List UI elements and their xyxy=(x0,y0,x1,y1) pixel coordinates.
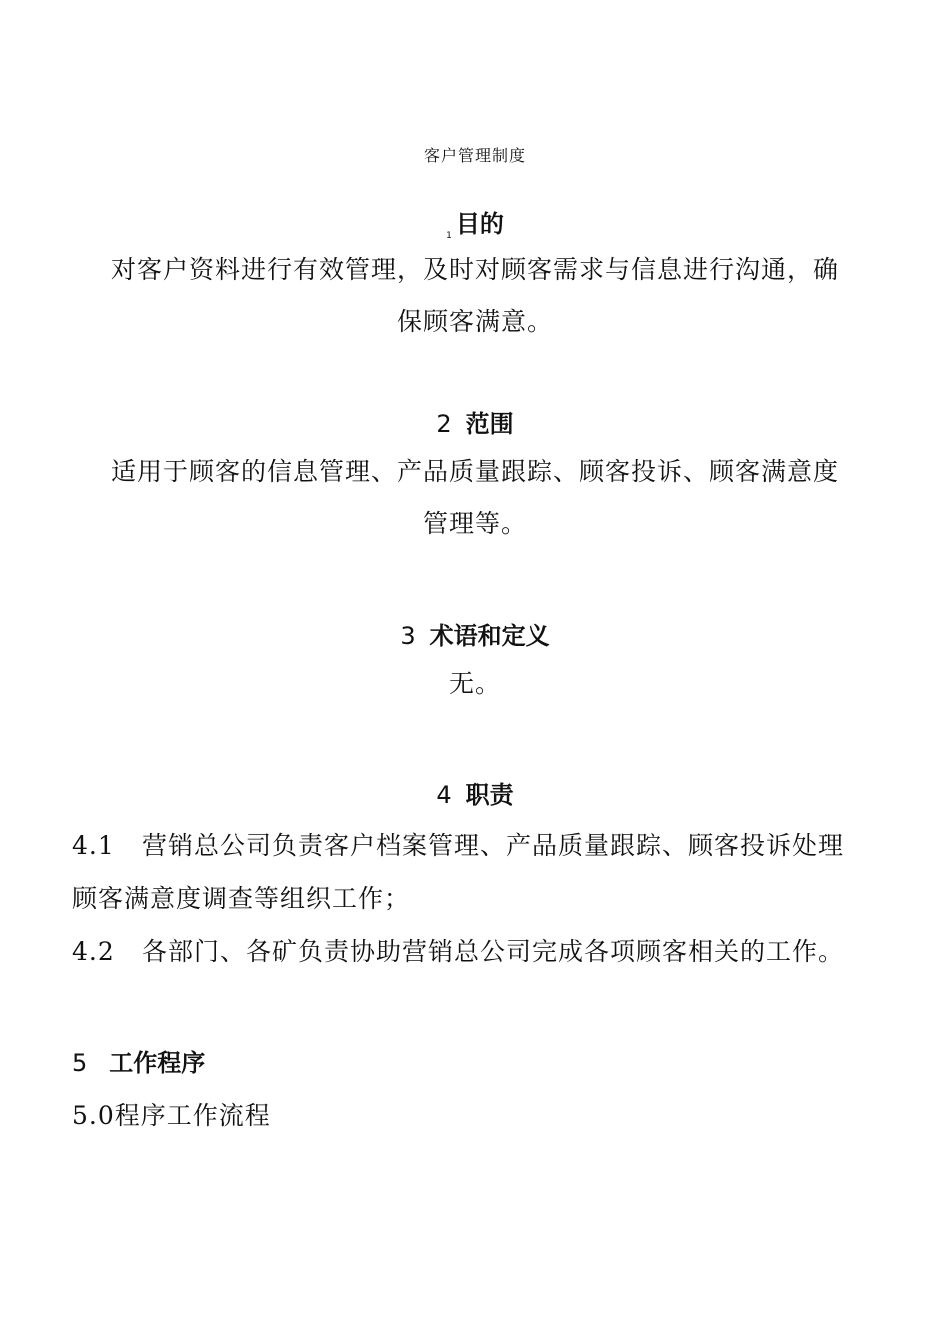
section-2-line-2: 管理等。 xyxy=(422,509,527,538)
item-4-1 xyxy=(72,826,844,862)
section-1-heading xyxy=(0,204,950,241)
section-3-heading xyxy=(0,616,950,651)
section-1-number: 1 xyxy=(446,231,452,241)
item-4-2-text: 各部门、各矿负责协助营销总公司完成各项顾客相关的工作。 xyxy=(142,937,845,966)
section-1-title: 目的 xyxy=(455,210,504,238)
section-4-number: 4 xyxy=(436,781,452,809)
section-4-title: 职责 xyxy=(465,781,514,809)
section-1-line-2: 保顾客满意。 xyxy=(396,307,553,336)
document-title: 客户管理制度 xyxy=(423,146,526,165)
item-4-1-text: 营销总公司负责客户档案管理、产品质量跟踪、顾客投诉处理 xyxy=(142,831,845,860)
section-5-number: 5 xyxy=(72,1049,88,1077)
section-2-heading xyxy=(0,404,950,439)
section-1-line-1: 对客户资料进行有效管理，及时对顾客需求与信息进行沟通，确 xyxy=(110,255,839,284)
section-5-line-1: 5.0程序工作流程 xyxy=(72,1101,271,1130)
section-3-line-1: 无。 xyxy=(448,669,501,698)
section-2-number: 2 xyxy=(436,410,452,438)
section-5-heading xyxy=(72,1043,205,1078)
section-2-title: 范围 xyxy=(465,410,514,438)
section-3-number: 3 xyxy=(400,622,416,650)
section-2-line-1: 适用于顾客的信息管理、产品质量跟踪、顾客投诉、顾客满意度 xyxy=(110,457,839,486)
item-4-2-index: 4.2 xyxy=(72,937,115,966)
item-4-1-continuation: 顾客满意度调查等组织工作； xyxy=(72,884,411,913)
section-4-heading xyxy=(0,775,950,810)
section-5-title: 工作程序 xyxy=(109,1049,206,1077)
item-4-1-index: 4.1 xyxy=(72,831,115,860)
item-4-2 xyxy=(72,932,844,968)
section-3-title: 术语和定义 xyxy=(429,622,550,650)
